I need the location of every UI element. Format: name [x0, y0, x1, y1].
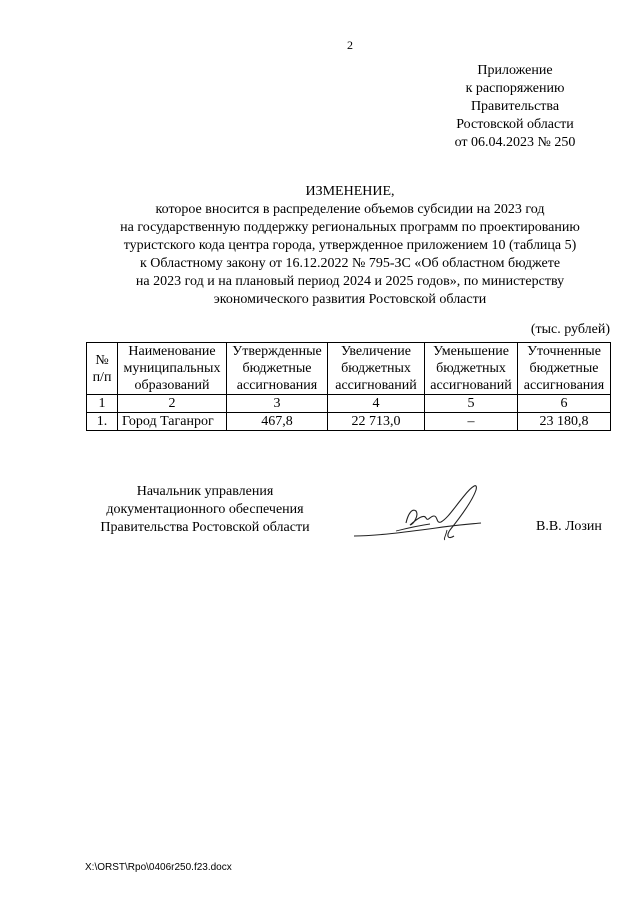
col-header-increase: Увеличение бюджетных ассигнований: [328, 343, 425, 395]
heading-line: туристского кода центра города, утвержденное приложением 10 (таблица 5): [123, 238, 577, 253]
unit-label: (тыс. рублей): [530, 322, 610, 337]
position-line: документационного обеспечения: [106, 502, 304, 517]
heading-line: экономического развития Ростовской области: [213, 292, 487, 307]
annex-line: Приложение: [477, 63, 553, 78]
page-number: 2: [347, 38, 353, 52]
col-number: 4: [328, 395, 425, 413]
col-header-name: Наименование муниципальных образований: [118, 343, 227, 395]
position-line: Правительства Ростовской области: [100, 520, 310, 535]
table-number-row: [87, 395, 611, 413]
col-number: 1: [87, 395, 118, 413]
table-header-row: [87, 343, 611, 395]
cell-municipality: Город Таганрог: [118, 413, 227, 431]
col-header-number: № п/п: [87, 343, 118, 395]
table-row: [87, 413, 611, 431]
position-line: Начальник управления: [136, 484, 274, 499]
annex-line: Правительства: [470, 99, 560, 114]
col-header-approved: Утвержденные бюджетные ассигнования: [227, 343, 328, 395]
col-number: 5: [425, 395, 518, 413]
annex-line: Ростовской области: [456, 117, 574, 132]
heading-title: ИЗМЕНЕНИЕ,: [305, 184, 395, 199]
cell-approved: 467,8: [227, 413, 328, 431]
annex-line: от 06.04.2023 № 250: [454, 135, 576, 150]
signatory-position: [85, 483, 325, 537]
col-header-updated: Уточненные бюджетные ассигнования: [518, 343, 611, 395]
annex-block: [440, 62, 590, 152]
cell-row-number: 1.: [87, 413, 118, 431]
annex-line: к распоряжению: [465, 81, 565, 96]
signatory-name: В.В. Лозин: [536, 519, 602, 534]
col-number: 3: [227, 395, 328, 413]
col-header-decrease: Уменьшение бюджетных ассигнований: [425, 343, 518, 395]
heading-line: которое вносится в распределение объемов субсидии на 2023 год: [155, 202, 545, 217]
cell-increase: 22 713,0: [328, 413, 425, 431]
col-number: 2: [118, 395, 227, 413]
file-path-footer: X:\ORST\Rpo\0406r250.f23.docx: [85, 862, 232, 873]
heading-line: на государственную поддержку региональных программ по проектированию: [120, 220, 580, 235]
document-heading: [80, 183, 620, 309]
heading-line: к Областному закону от 16.12.2022 № 795-ЗС «Об областном бюджете: [139, 256, 561, 271]
heading-line: на 2023 год и на плановый период 2024 и 2025 годов», по министерству: [135, 274, 565, 289]
handwritten-signature: [346, 478, 506, 548]
cell-updated: 23 180,8: [518, 413, 611, 431]
allocation-table: [86, 342, 611, 431]
col-number: 6: [518, 395, 611, 413]
cell-decrease: –: [425, 413, 518, 431]
